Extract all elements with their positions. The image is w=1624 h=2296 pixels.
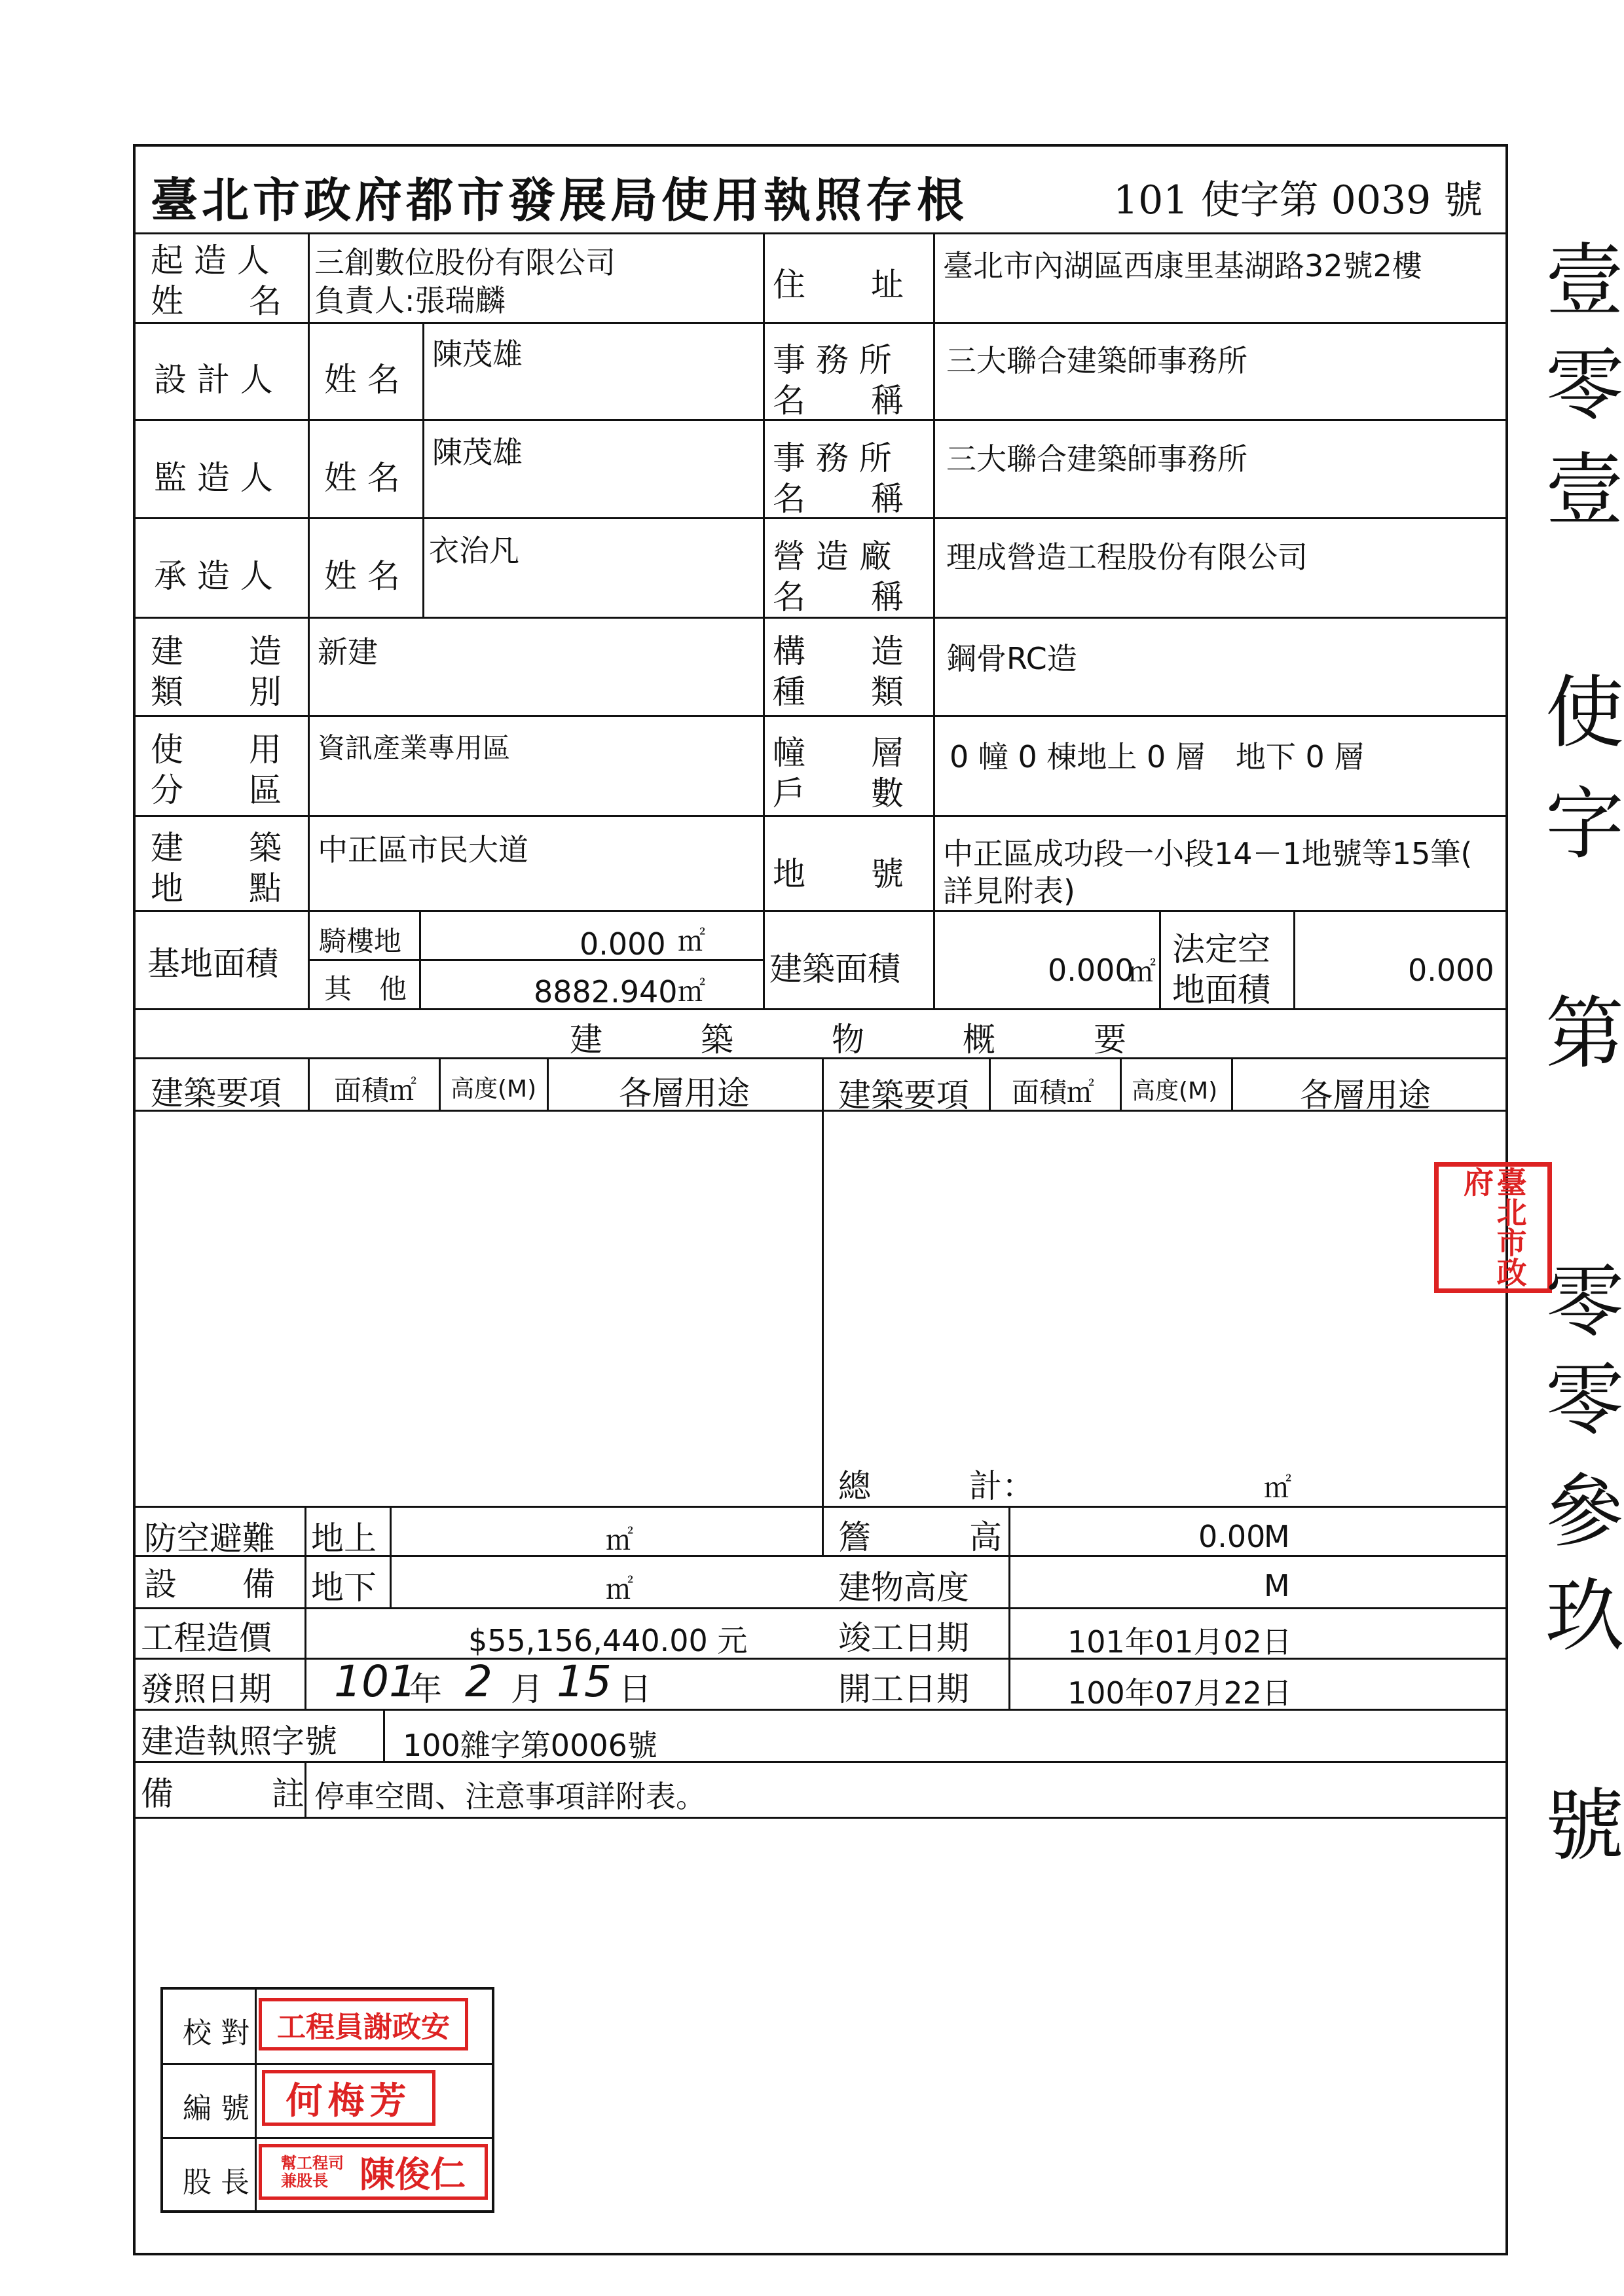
building-area-label: 建築面積 [769,950,900,988]
col-use-right: 各層用途 [1300,1076,1431,1114]
page-title: 臺北市政府都市發展局使用執照存根 [151,172,969,228]
lot-number-1: 中正區成功段一小段14－1地號等15筆( [943,836,1473,871]
issue-date-month: 2 [465,1656,492,1707]
builder-representative: 負責人:張瑞麟 [314,283,506,318]
contractor-factory-label-1: 營 造 廠 [773,538,892,575]
designer-name: 陳茂雄 [432,337,523,372]
building-area-unit: ㎡ [1128,956,1156,988]
start-date-label: 開工日期 [838,1670,969,1708]
contractor-label: 承 造 人 [154,557,273,595]
builder-company: 三創數位股份有限公司 [314,245,616,280]
units-label-2: 戶 數 [773,774,904,812]
supervisor-name-label: 姓 名 [324,459,400,497]
shelter-label-2: 設 備 [144,1565,275,1603]
site-area-label: 基地面積 [147,945,278,983]
builder-address: 臺北市內湖區西康里基湖路32號2樓 [943,248,1422,283]
designer-office-label-1: 事 務 所 [773,341,892,379]
structure-type: 鋼骨RC造 [946,641,1077,676]
above-unit: ㎡ [606,1524,634,1556]
col-use-left: 各層用途 [619,1074,750,1112]
total-label: 總 計： [838,1467,1035,1505]
construction-cost: $55,156,440.00 元 [468,1623,748,1658]
build-type-label-2: 類 別 [151,673,282,711]
lot-label: 地 號 [773,855,904,893]
below-unit: ㎡ [606,1573,634,1605]
side-char: 第 [1545,989,1624,1080]
builder-label-2: 姓 名 [151,282,282,320]
col-height-right: 高度(M) [1132,1078,1218,1104]
side-char: 壹 [1545,236,1624,327]
check-stamp: 工程員謝政安 [259,1998,468,2050]
col-item-right: 建築要項 [838,1076,969,1114]
arcade-unit: ㎡ [678,925,706,957]
supervisor-label: 監 造 人 [154,459,273,497]
number-label: 編 號 [183,2092,249,2125]
eave-height: 0.00 [1198,1519,1266,1554]
use-zone-label-2: 分 區 [151,771,282,809]
chief-stamp: 幫工程司兼股長 陳俊仁 [259,2144,488,2200]
units-label-1: 幢 層 [773,734,904,772]
designer-office-label-2: 名 稱 [773,382,904,420]
col-area-left: 面積㎡ [334,1074,417,1106]
other-area: 8882.940 [534,974,678,1010]
eave-label: 簷 高 [838,1518,1002,1556]
side-char: 使 [1545,668,1624,759]
bldg-height-unit: M [1264,1568,1290,1603]
units-floors: 0 幢 0 棟地上 0 層 地下 0 層 [950,739,1365,774]
col-height-left: 高度(M) [451,1076,537,1102]
chief-label: 股 長 [183,2166,249,2199]
legal-open-area: 0.000 [1408,953,1494,988]
complete-date-label: 竣工日期 [838,1619,969,1657]
col-area-right: 面積㎡ [1012,1076,1095,1108]
other-unit: ㎡ [678,975,706,1008]
contractor-factory: 理成營造工程股份有限公司 [946,539,1308,575]
contractor-factory-label-2: 名 稱 [773,578,904,616]
permit-number: 100雜字第0006號 [403,1728,657,1763]
complete-date: 101年01月02日 [1067,1624,1292,1660]
arcade-area: 0.000 [580,926,666,962]
use-zone: 資訊產業專用區 [318,732,511,764]
building-area: 0.000 [1048,953,1134,988]
side-char: 號 [1545,1781,1624,1872]
start-date: 100年07月22日 [1067,1675,1292,1711]
location-label-1: 建 築 [151,829,282,867]
supervisor-office: 三大聯合建築師事務所 [946,441,1247,477]
cost-label: 工程造價 [141,1619,272,1657]
issue-date-label: 發照日期 [141,1670,272,1708]
supervisor-name: 陳茂雄 [432,435,523,470]
build-type-label-1: 建 造 [151,632,282,670]
bldg-height-label: 建物高度 [838,1569,969,1607]
legal-open-label-1: 法定空 [1172,930,1270,968]
arcade-label: 騎樓地 [319,925,402,957]
contractor-name: 衣治凡 [429,533,519,568]
col-item-left: 建築要項 [151,1074,282,1112]
eave-unit: M [1264,1519,1290,1554]
issue-date-day: 15 [557,1656,612,1707]
overview-heading: 建 築 物 概 要 [570,1021,1126,1059]
below-label: 地下 [311,1569,377,1607]
issue-date-year: 101 [334,1656,416,1707]
side-char: 壹 [1545,445,1624,536]
side-char: 零 [1545,1355,1624,1446]
structure-label-1: 構 造 [773,632,904,670]
supervisor-office-label-1: 事 務 所 [773,439,892,477]
legal-open-label-2: 地面積 [1172,971,1270,1009]
issue-day-char: 日 [619,1670,652,1708]
number-stamp: 何梅芳 [262,2070,435,2126]
designer-office: 三大聯合建築師事務所 [946,343,1247,378]
side-char: 零 [1545,340,1624,431]
other-label: 其 他 [324,973,407,1005]
check-label: 校 對 [183,2016,249,2050]
lot-number-2: 詳見附表) [943,873,1075,909]
builder-label-1: 起 造 人 [151,242,270,280]
side-char: 玖 [1545,1571,1624,1662]
structure-label-2: 種 類 [773,673,904,711]
shelter-label-1: 防空避難 [144,1520,275,1558]
license-number: 101 使字第 0039 號 [1113,177,1483,223]
designer-name-label: 姓 名 [324,361,400,399]
remarks-label: 備 註 [141,1775,304,1813]
permit-no-label: 建造執照字號 [141,1722,337,1760]
side-char: 參 [1545,1467,1624,1558]
side-char: 零 [1545,1257,1624,1348]
address-label: 住 址 [773,266,904,304]
use-zone-label-1: 使 用 [151,731,282,769]
issue-month-char: 月 [511,1670,544,1708]
total-unit: ㎡ [1264,1472,1292,1504]
above-label: 地上 [311,1520,377,1558]
designer-label: 設 計 人 [154,361,273,399]
municipal-seal: 臺北市政府 [1434,1162,1552,1293]
location-label-2: 地 點 [151,869,282,907]
contractor-name-label: 姓 名 [324,557,400,595]
remarks: 停車空間、注意事項詳附表。 [314,1779,706,1814]
build-type: 新建 [318,634,378,670]
issue-year-char: 年 [409,1670,442,1708]
side-char: 字 [1545,779,1624,870]
supervisor-office-label-2: 名 稱 [773,480,904,518]
location: 中正區市民大道 [318,832,528,867]
